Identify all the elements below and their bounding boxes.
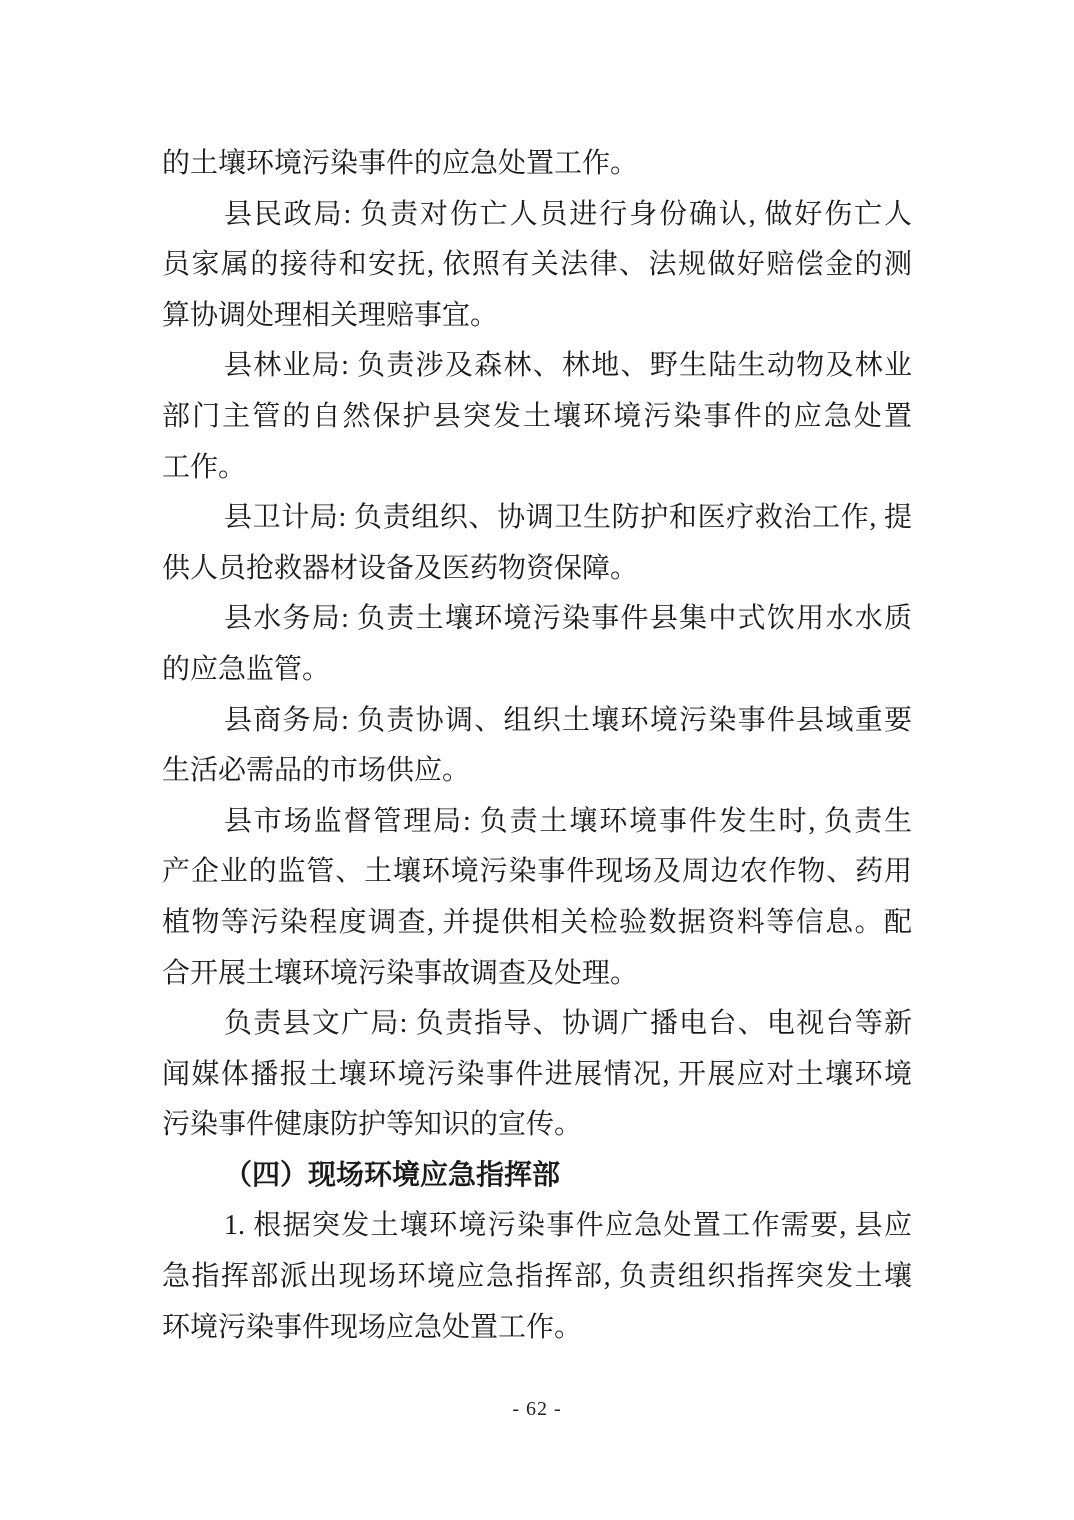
- text-line: 县水务局: 负责土壤环境污染事件县集中式饮用水水质: [224, 603, 912, 635]
- text-line: 合开展土壤环境污染事故调查及处理。: [162, 957, 639, 989]
- text-line: 部门主管的自然保护县突发土壤环境污染事件的应急处置: [162, 400, 912, 432]
- text-line: 急指挥部派出现场环境应急指挥部, 负责组织指挥突发土壤: [162, 1261, 912, 1293]
- text-line: 的应急监管。: [162, 653, 331, 685]
- document-text: [162, 139, 912, 1353]
- text-line: 闻媒体播报土壤环境污染事件进展情况, 开展应对土壤环境: [162, 1058, 912, 1090]
- text-line: 县卫计局: 负责组织、协调卫生防护和医疗救治工作, 提: [224, 502, 912, 534]
- text-line: 员家属的接待和安抚, 依照有关法律、法规做好赔偿金的测: [162, 249, 912, 281]
- text-line: 工作。: [162, 451, 247, 483]
- text-line: 负责县文广局: 负责指导、协调广播电台、电视台等新: [224, 1008, 912, 1040]
- text-line: 产企业的监管、土壤环境污染事件现场及周边农作物、药用: [162, 856, 912, 888]
- text-line: 的土壤环境污染事件的应急处置工作。: [162, 148, 639, 179]
- text-line: 县商务局: 负责协调、组织土壤环境污染事件县域重要: [224, 704, 912, 736]
- text-line: 供人员抢救器材设备及医药物资保障。: [162, 552, 639, 584]
- text-line: 算协调处理相关理赔事宜。: [162, 299, 499, 331]
- page-number: - 62 -: [512, 1398, 562, 1420]
- text-line: 县林业局: 负责涉及森林、林地、野生陆生动物及林业: [224, 350, 912, 382]
- text-line: 植物等污染程度调查, 并提供相关检验数据资料等信息。配: [162, 906, 912, 938]
- text-line: 污染事件健康防护等知识的宣传。: [162, 1109, 583, 1141]
- text-line: 1. 根据突发土壤环境污染事件应急处置工作需要, 县应: [224, 1210, 912, 1242]
- text-line: 县民政局: 负责对伤亡人员进行身份确认, 做好伤亡人: [224, 198, 912, 230]
- text-line: 环境污染事件现场应急处置工作。: [162, 1311, 583, 1343]
- text-line: 县市场监督管理局: 负责土壤环境事件发生时, 负责生: [224, 805, 912, 837]
- text-line: 生活必需品的市场供应。: [162, 755, 471, 787]
- section-heading: （四）现场环境应急指挥部: [224, 1159, 561, 1191]
